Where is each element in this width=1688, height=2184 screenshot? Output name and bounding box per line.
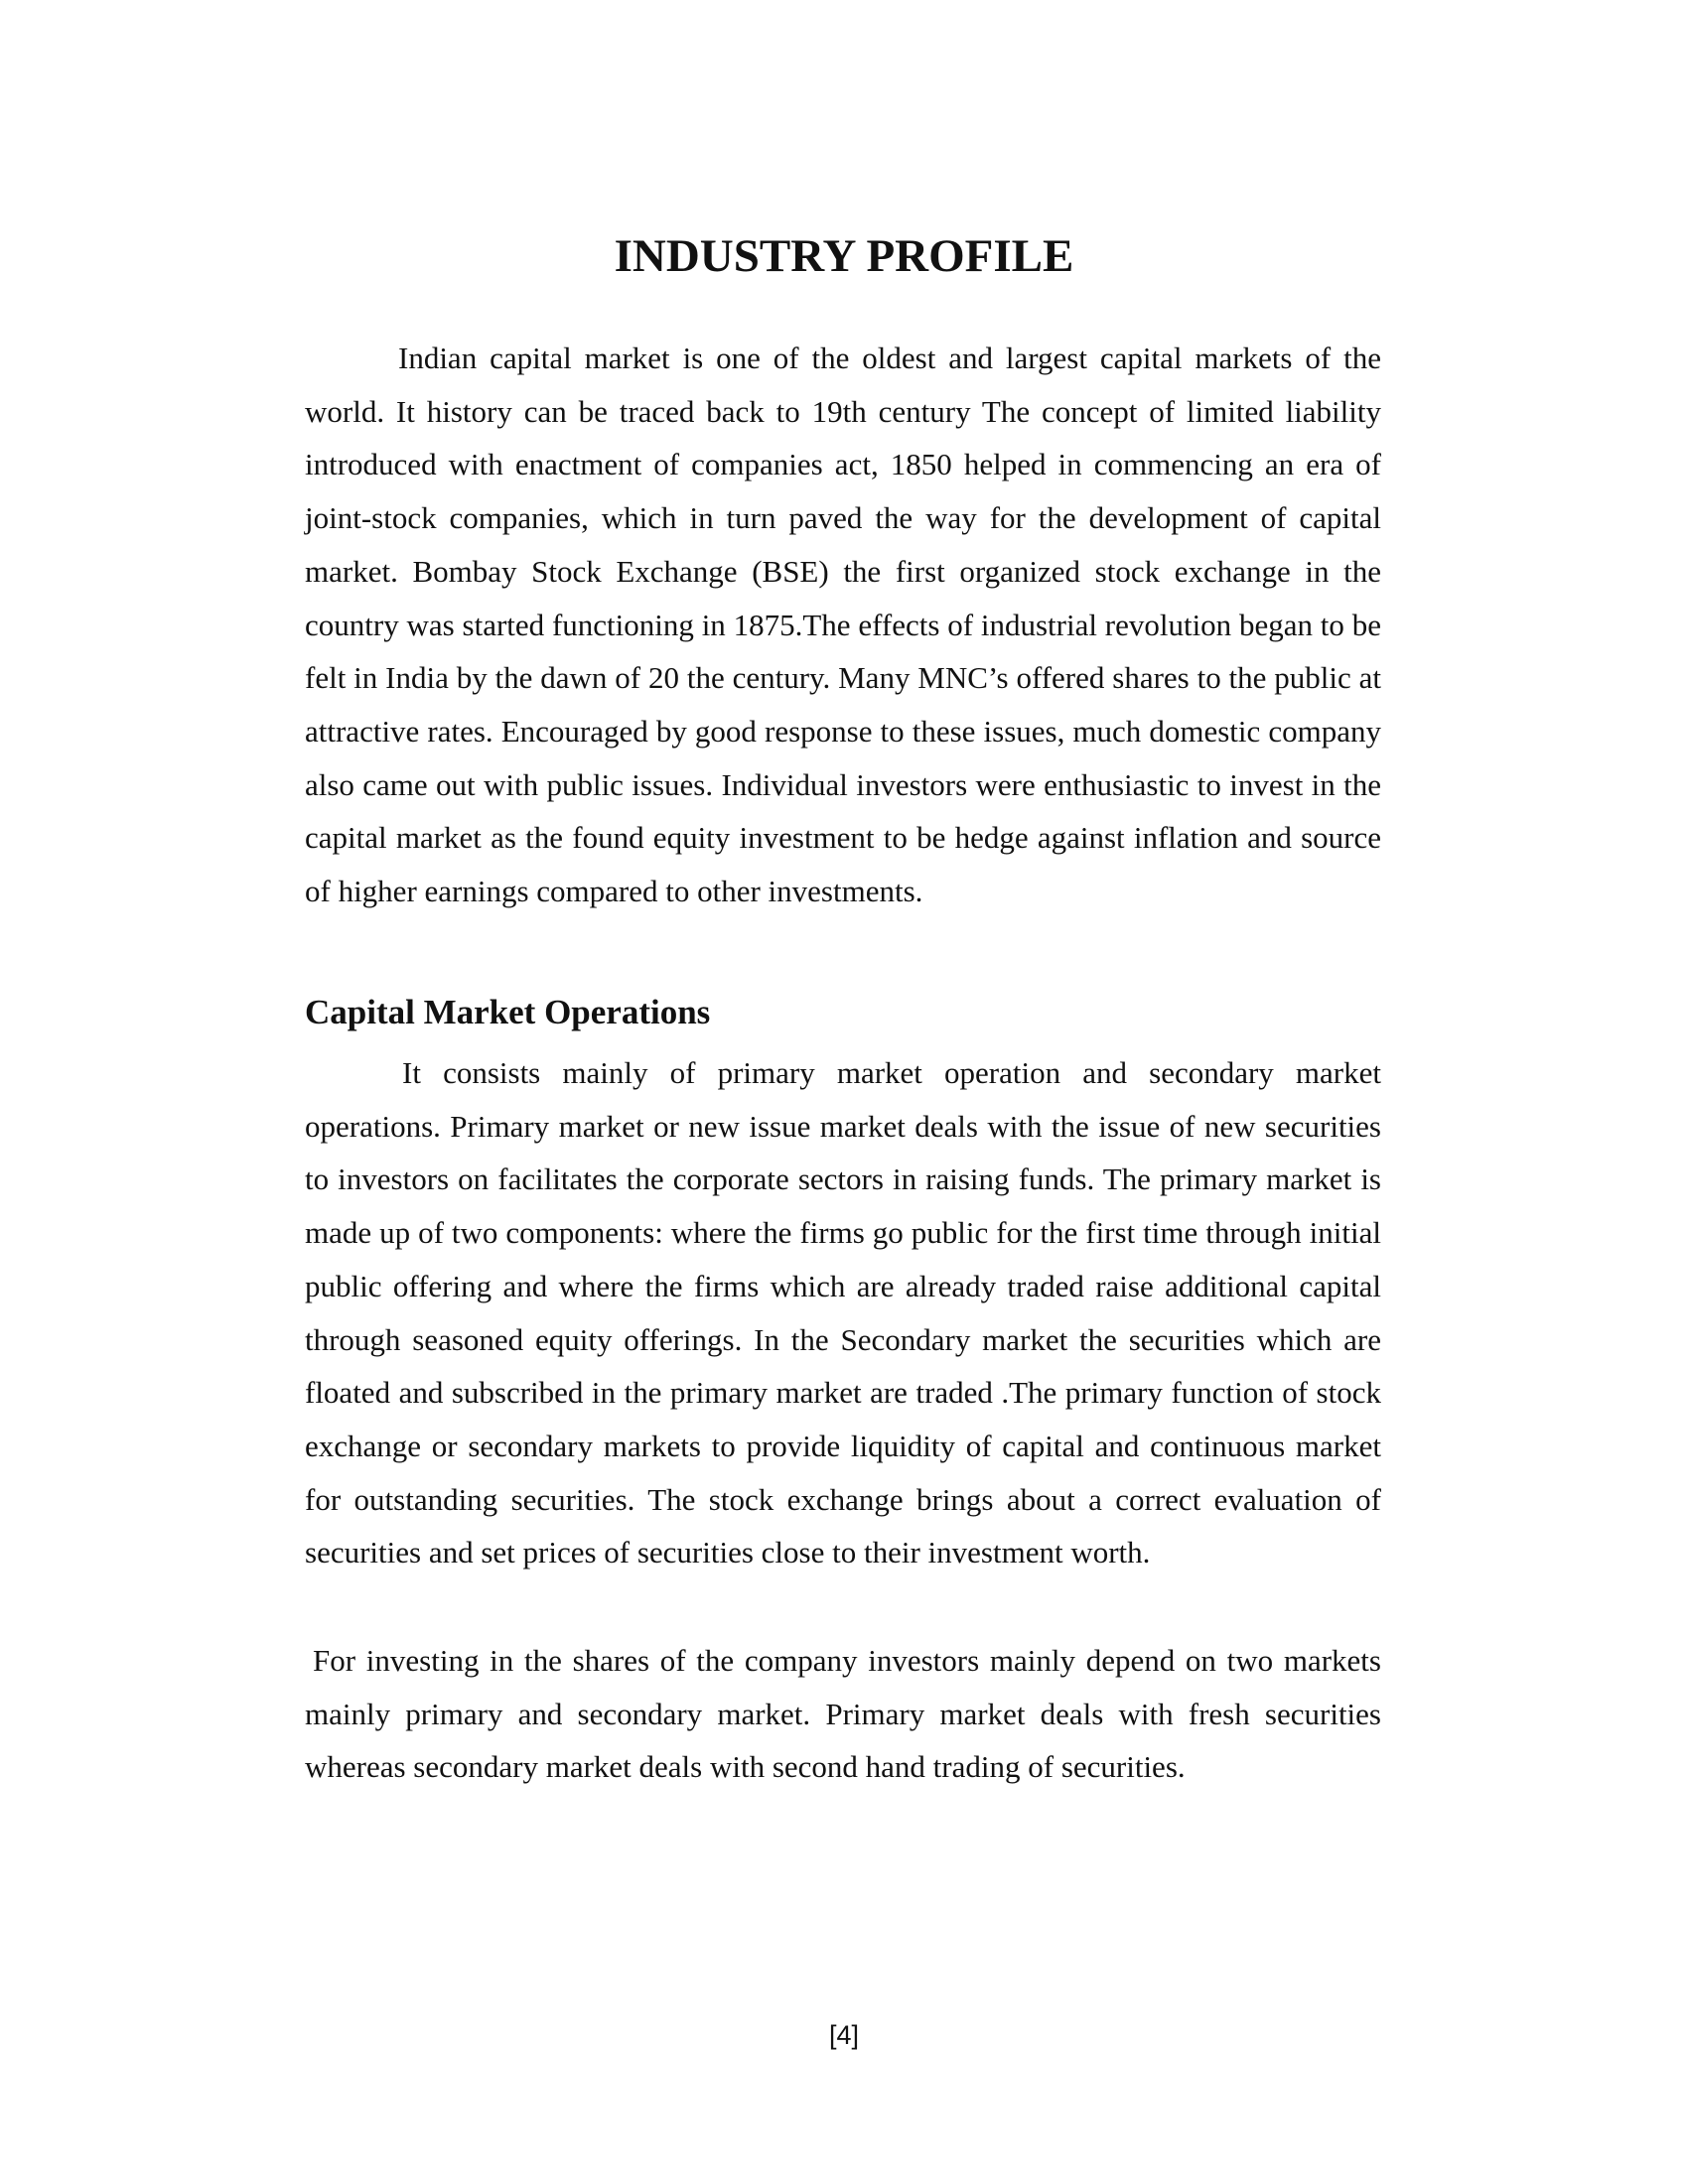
section-paragraph-1: It consists mainly of primary market operation and secondary market operations. Primary market or new issue market deals with the issue of new securities to investors on facilitates the corporate sectors in raising funds. The primary market is made up of two components: where the firms go public for the first time through initial public offering and where the firms which are already traded raise additional capital through seasoned equity offerings. In the Secondary market the securities which are floated and subscribed in the primary market are traded .The primary function of stock exchange or secondary markets to provide liquidity of capital and continuous market for outstanding securities. The stock exchange brings about a correct evaluation of securities and set prices of securities close to their investment worth. bbox=[305, 1055, 1381, 1570]
intro-paragraph: Indian capital market is one of the oldest and largest capital markets of the world. It history can be traced back to 19th century The concept of limited liability introduced with enactment of companies act, 1850 helped in commencing an era of joint-stock companies, which in turn paved the way for the development of capital market. Bombay Stock Exchange (BSE) the first organized stock exchange in the country was started functioning in 1875.The effects of industrial revolution began to be felt in India by the dawn of 20 the century. Many MNC’s offered shares to the public at attractive rates. Encouraged by good response to these issues, much domestic company also came out with public issues. Individual investors were enthusiastic to invest in the capital market as the found equity investment to be hedge against inflation and source of higher earnings compared to other investments. bbox=[305, 341, 1381, 909]
page-number: [4] bbox=[828, 2020, 860, 2050]
section-paragraph-2: For investing in the shares of the company investors mainly depend on two markets mainly primary and secondary market. Primary market deals with fresh securities whereas secondary market deals with second hand trading of securities. bbox=[305, 1643, 1381, 1785]
page-title: INDUSTRY PROFILE bbox=[614, 230, 1074, 282]
section-heading: Capital Market Operations bbox=[305, 993, 711, 1031]
